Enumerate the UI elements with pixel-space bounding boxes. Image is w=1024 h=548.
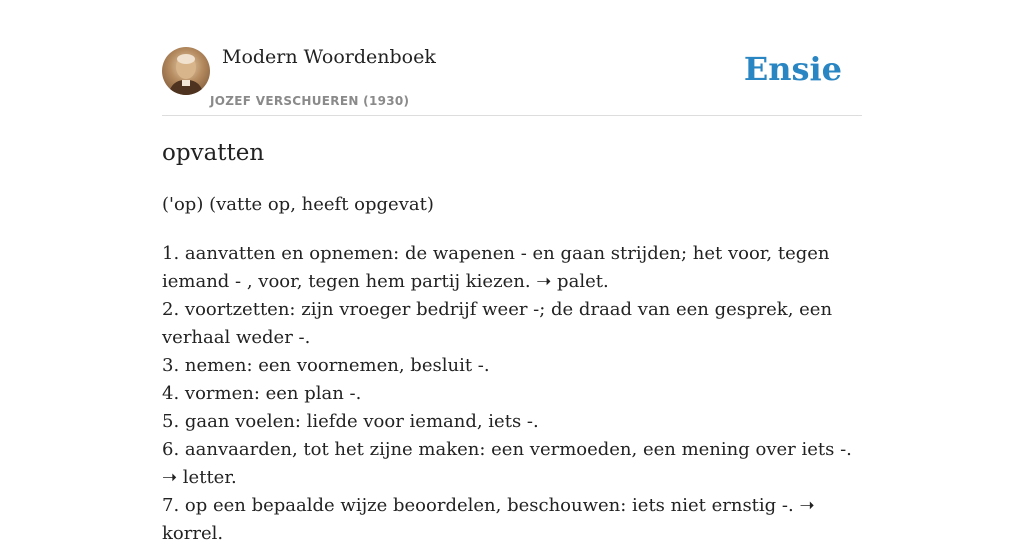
definition-item: 4. vormen: een plan -. — [162, 383, 362, 404]
grammar-info: ('op) (vatte op, heeft opgevat) — [162, 194, 434, 215]
site-logo[interactable]: Ensie — [743, 50, 842, 88]
definition-item: 3. nemen: een voornemen, besluit -. — [162, 355, 490, 376]
source-title[interactable]: Modern Woordenboek — [222, 46, 436, 68]
definition-item: 7. op een bepaalde wijze beoordelen, beschouwen: iets niet ernstig -. ➝ korrel. — [162, 495, 815, 544]
source-header — [162, 40, 862, 116]
definition-item: 1. aanvatten en opnemen: de wapenen - en gaan strijden; het voor, tegen iemand - , voor, tegen hem partij kiezen. ➝ palet. — [162, 243, 830, 292]
headword: opvatten — [162, 140, 265, 166]
definition-list — [162, 240, 866, 548]
definition-item: 6. aanvaarden, tot het zijne maken: een vermoeden, een mening over iets -. ➝ letter. — [162, 439, 852, 488]
author-avatar[interactable] — [162, 47, 210, 95]
portrait-icon — [162, 47, 210, 95]
definition-item: 5. gaan voelen: liefde voor iemand, iets -. — [162, 411, 539, 432]
author-name[interactable]: JOZEF VERSCHUEREN (1930) — [210, 94, 410, 108]
definition-item: 2. voortzetten: zijn vroeger bedrijf weer -; de draad van een gesprek, een verhaal weder -. — [162, 299, 833, 348]
